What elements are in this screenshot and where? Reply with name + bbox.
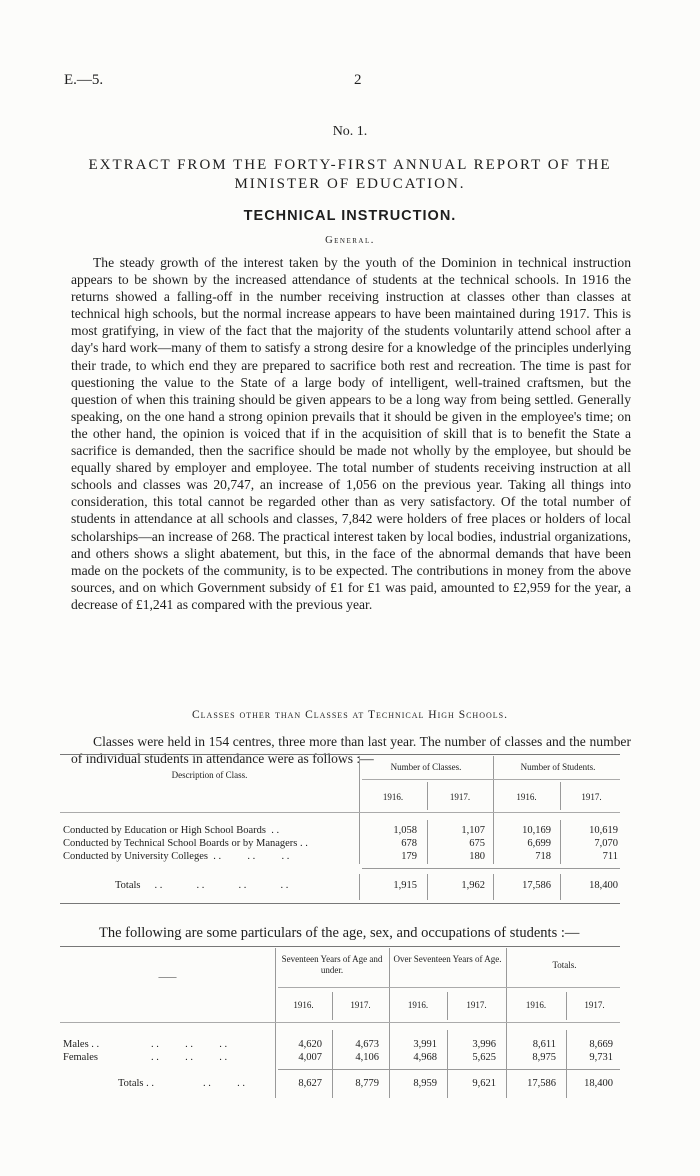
year-header: 1916. [407,1000,429,1010]
table-cell: 10,619 [589,825,618,836]
table-cell: 3,991 [413,1039,437,1050]
subsection-heading: General. [325,235,375,246]
totals-rule [278,1069,620,1070]
column-header-over-seventeen: Over Seventeen Years of Age. [393,954,502,964]
table-cell: 179 [401,851,417,862]
year-header: 1917. [350,1000,371,1010]
year-header: 1917. [581,792,602,802]
year-header: 1916. [382,792,404,802]
general-paragraph: The steady growth of the interest taken by the youth of the Dominion in technical instruction appears to be shown by the increased attendance of students at the technical schools. In 1916 the returns showed a falling-off in the number receiving instruction at classes other than classes at technical high schools, but the normal increase appears to have been maintained during 1917. This is most gratifying, in view of the fact that the majority of the students voluntarily attend school after a day's hard work—many of them to satisfy a strong desire for a knowledge of the principles underlying their trade, to which end they are prepared to sacrifice both rest and recreation. The time is past for questioning the value to the State of a large body of intelligent, well-trained craftsmen, but the question of when this training should be given appears to be a long way from being settled. Generally speaking, on the one hand a strong opinion prevails that it should be given in the employee's time; on the other hand, the opinion is voiced that if in the acquisition of skill that is to benefit the State a sacrifice is demanded, then the sacrifice should be made not wholly by the employee, but should be equally shared by employer and employee. The total number of students receiving instruction at all schools and classes was 20,747, an increase of 1,056 on the previous year. Taking all things into consideration, this total cannot be regarded other than as very satisfactory. Of the total number of students in attendance at all schools and classes, 7,842 were holders of free places or holders of local scholarships—an increase of 268. The practical interest taken by local bodies, industrial organizations, and others shows a slight abatement, but this, in the face of the abnormal demands that have been made on the pockets of the community, is to be expected. The contributions in money from the above sources, and on which Government subsidy of £1 for £1 was paid, amounted to £2,959 for the year, a decrease of £1,241 as compared with the previous year. [71,255,631,612]
table-cell: 5,625 [472,1052,496,1063]
table-total: 1,962 [461,880,485,891]
table-total: 8,779 [355,1078,379,1089]
table-rule [60,754,620,755]
page-header [64,72,636,92]
table-row-label: Conducted by University Colleges . . . . . . [63,851,290,862]
table-cell: 4,007 [298,1052,322,1063]
table-row-label: Conducted by Technical School Boards or by Managers . . [63,838,308,849]
totals-label: Totals . . . . . . . . [115,880,289,891]
table-cell: 711 [602,851,618,862]
report-title [60,156,640,194]
column-header-seventeen-and-under: Seventeen Years of Age and under. [281,954,383,975]
section-title: TECHNICAL INSTRUCTION. [243,208,457,224]
particulars-paragraph: The following are some particulars of the age, sex, and occupations of students :— [99,925,580,941]
table-cell: 180 [469,851,485,862]
table-cell: 1,058 [393,825,417,836]
table-cell: 8,975 [532,1052,556,1063]
column-header-totals: Totals. [552,960,577,970]
header-underline [278,987,620,988]
year-header: 1917. [449,792,471,802]
table-rule [60,946,620,947]
table-cell: 3,996 [472,1039,496,1050]
table-cell: 675 [469,838,485,849]
column-header-classes: Number of Classes. [390,762,462,772]
report-number: No. 1. [332,124,368,139]
table-row-label: Conducted by Education or High School Boards . . [63,825,280,836]
column-header-students: Number of Students. [520,762,596,772]
table-rule [60,1022,620,1023]
table-total: 17,586 [527,1078,556,1089]
table-cell: 8,611 [532,1039,556,1050]
table-cell: 9,731 [589,1052,613,1063]
year-header: 1916. [516,792,537,802]
column-header-description: Description of Class. [171,770,248,780]
header-underline [362,779,620,780]
table-cell: 718 [535,851,551,862]
table-cell: 10,169 [522,825,551,836]
table-rule [60,812,620,813]
stub-header: —— [158,972,177,982]
table-cell: 6,699 [527,838,551,849]
year-header: 1916. [293,1000,314,1010]
table-cell: 8,669 [589,1039,613,1050]
table-cell: 4,673 [355,1039,379,1050]
table-total: 17,586 [522,880,551,891]
table-cell: 4,620 [298,1039,322,1050]
report-title-line-1: EXTRACT FROM THE FORTY-FIRST ANNUAL REPORT OF THE [88,157,612,173]
table-total: 18,400 [589,880,618,891]
table-total: 9,621 [472,1078,496,1089]
table-cell: 4,106 [355,1052,379,1063]
table-total: 8,627 [298,1078,322,1089]
classes-paragraph: Classes were held in 154 centres, three more than last year. The number of classes and the number of individual students in attendance were as follows :— [71,734,631,767]
table-total: 1,915 [393,880,417,891]
table-rule [60,903,620,904]
table-cell: 4,968 [413,1052,437,1063]
table-row-label: Males . . . . . . . . [63,1039,228,1050]
year-header: 1917. [584,1000,605,1010]
year-header: 1917. [466,1000,487,1010]
table-row-label: Females . . . . . . [63,1052,228,1063]
totals-rule [362,868,620,869]
page-number: 2 [354,72,362,88]
table-total: 8,959 [413,1078,437,1089]
table-total: 18,400 [584,1078,613,1089]
totals-label: Totals . . . . . . [118,1078,245,1089]
table-cell: 678 [401,838,417,849]
document-reference: E.—5. [64,72,104,88]
report-title-line-2: MINISTER OF EDUCATION. [234,176,466,192]
year-header: 1916. [525,1000,547,1010]
classes-heading: Classes other than Classes at Technical High Schools. [192,709,508,721]
table-divider [389,948,390,1098]
table-cell: 1,107 [461,825,485,836]
table-cell: 7,070 [594,838,618,849]
